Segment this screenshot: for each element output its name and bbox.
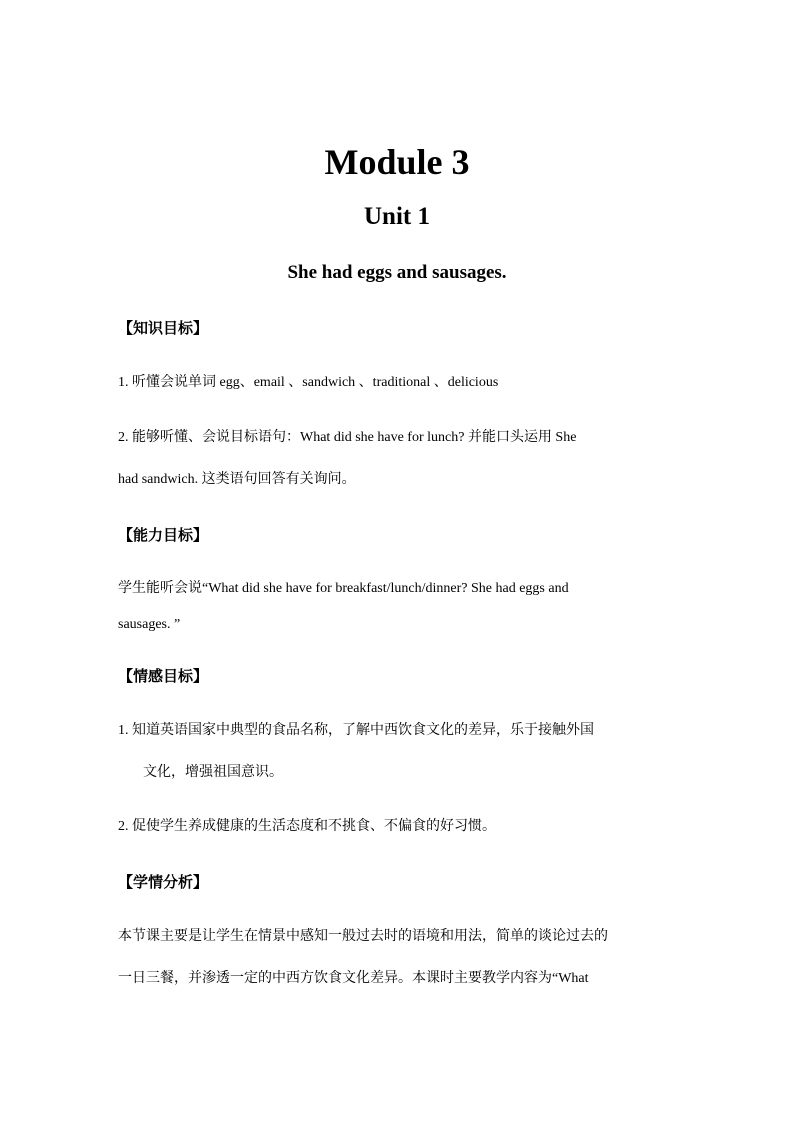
ability-goal-text: 学生能听会说“What did she have for breakfast/lunch/dinner? She had eggs and — [118, 581, 569, 596]
ability-goals-heading: 【能力目标】 — [118, 526, 209, 544]
emotion-goal-1-cont: 文化，增强祖国意识。 — [143, 765, 283, 780]
module-title: Module 3 — [324, 142, 470, 182]
learner-analysis-line-2: 一日三餐，并渗透一定的中西方饮食文化差异。本课时主要教学内容为“What — [118, 971, 589, 986]
lesson-subtitle: She had eggs and sausages. — [287, 262, 507, 283]
learner-analysis-line-1: 本节课主要是让学生在情景中感知一般过去时的语境和用法，简单的谈论过去的 — [118, 929, 608, 944]
emotion-goal-2: 2. 促使学生养成健康的生活态度和不挑食、不偏食的好习惯。 — [118, 819, 496, 834]
knowledge-goal-2-cont: had sandwich. 这类语句回答有关询问。 — [118, 472, 356, 487]
emotion-goal-1: 1. 知道英语国家中典型的食品名称，了解中西饮食文化的差异，乐于接触外国 — [118, 723, 594, 738]
ability-goal-text-cont: sausages. ” — [118, 617, 181, 632]
knowledge-goals-heading: 【知识目标】 — [118, 319, 209, 337]
emotion-goals-heading: 【情感目标】 — [118, 667, 209, 685]
knowledge-goal-1: 1. 听懂会说单词 egg、email 、sandwich 、traditional 、delicious — [118, 375, 499, 390]
learner-analysis-heading: 【学情分析】 — [118, 873, 209, 891]
unit-title: Unit 1 — [364, 203, 430, 230]
knowledge-goal-2: 2. 能够听懂、会说目标语句：What did she have for lunch? 并能口头运用 She — [118, 430, 577, 445]
